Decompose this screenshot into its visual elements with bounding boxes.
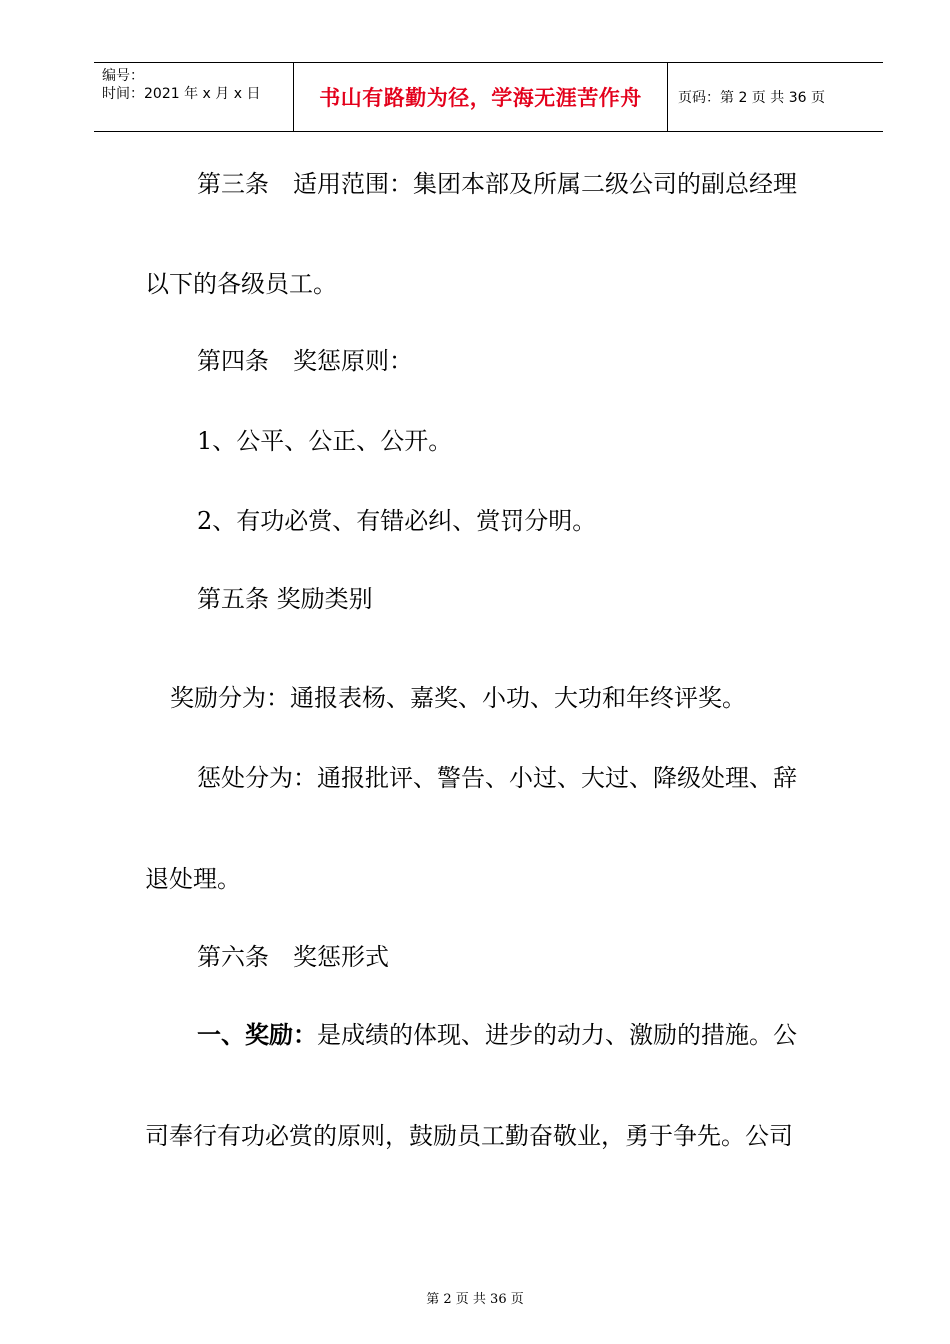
header-motto-cell — [294, 63, 668, 131]
article-3-line-1: 第三条 适用范围：集团本部及所属二级公司的副总经理 — [197, 170, 797, 198]
article-5-heading: 第五条 奖励类别 — [197, 585, 373, 613]
reward-heading: 一、奖励： — [197, 1021, 317, 1049]
penalty-categories-line-1: 惩处分为：通报批评、警告、小过、大过、降级处理、辞 — [197, 764, 797, 792]
page-footer — [0, 1288, 950, 1307]
principle-2: 2、有功必赏、有错必纠、赏罚分明。 — [197, 507, 597, 535]
penalty-categories-line-2: 退处理。 — [145, 865, 241, 893]
page-label: 页码：第 2 页 共 36 页 — [678, 90, 825, 106]
article-3-line-2: 以下的各级员工。 — [145, 270, 337, 298]
date-label: 时间：2021 年 x 月 x 日 — [102, 86, 261, 102]
number-label: 编号： — [102, 68, 144, 84]
article-4-heading: 第四条 奖惩原则： — [197, 347, 413, 375]
reward-categories: 奖励分为：通报表杨、嘉奖、小功、大功和年终评奖。 — [170, 684, 746, 712]
header-page-cell — [668, 63, 883, 131]
footer-page-number: 第 2 页 共 36 页 — [426, 1292, 524, 1307]
reward-paragraph-line-2: 司奉行有功必赏的原则，鼓励员工勤奋敬业，勇于争先。公司 — [145, 1122, 793, 1150]
reward-description: 是成绩的体现、进步的动力、激励的措施。公 — [317, 1021, 797, 1049]
principle-1: 1、公平、公正、公开。 — [197, 427, 453, 455]
article-6-heading: 第六条 奖惩形式 — [197, 943, 389, 971]
reward-paragraph-line-1 — [197, 1019, 797, 1051]
header-info-cell — [94, 63, 294, 131]
page-header — [94, 62, 883, 132]
motto: 书山有路勤为径，学海无涯苦作舟 — [319, 86, 642, 110]
